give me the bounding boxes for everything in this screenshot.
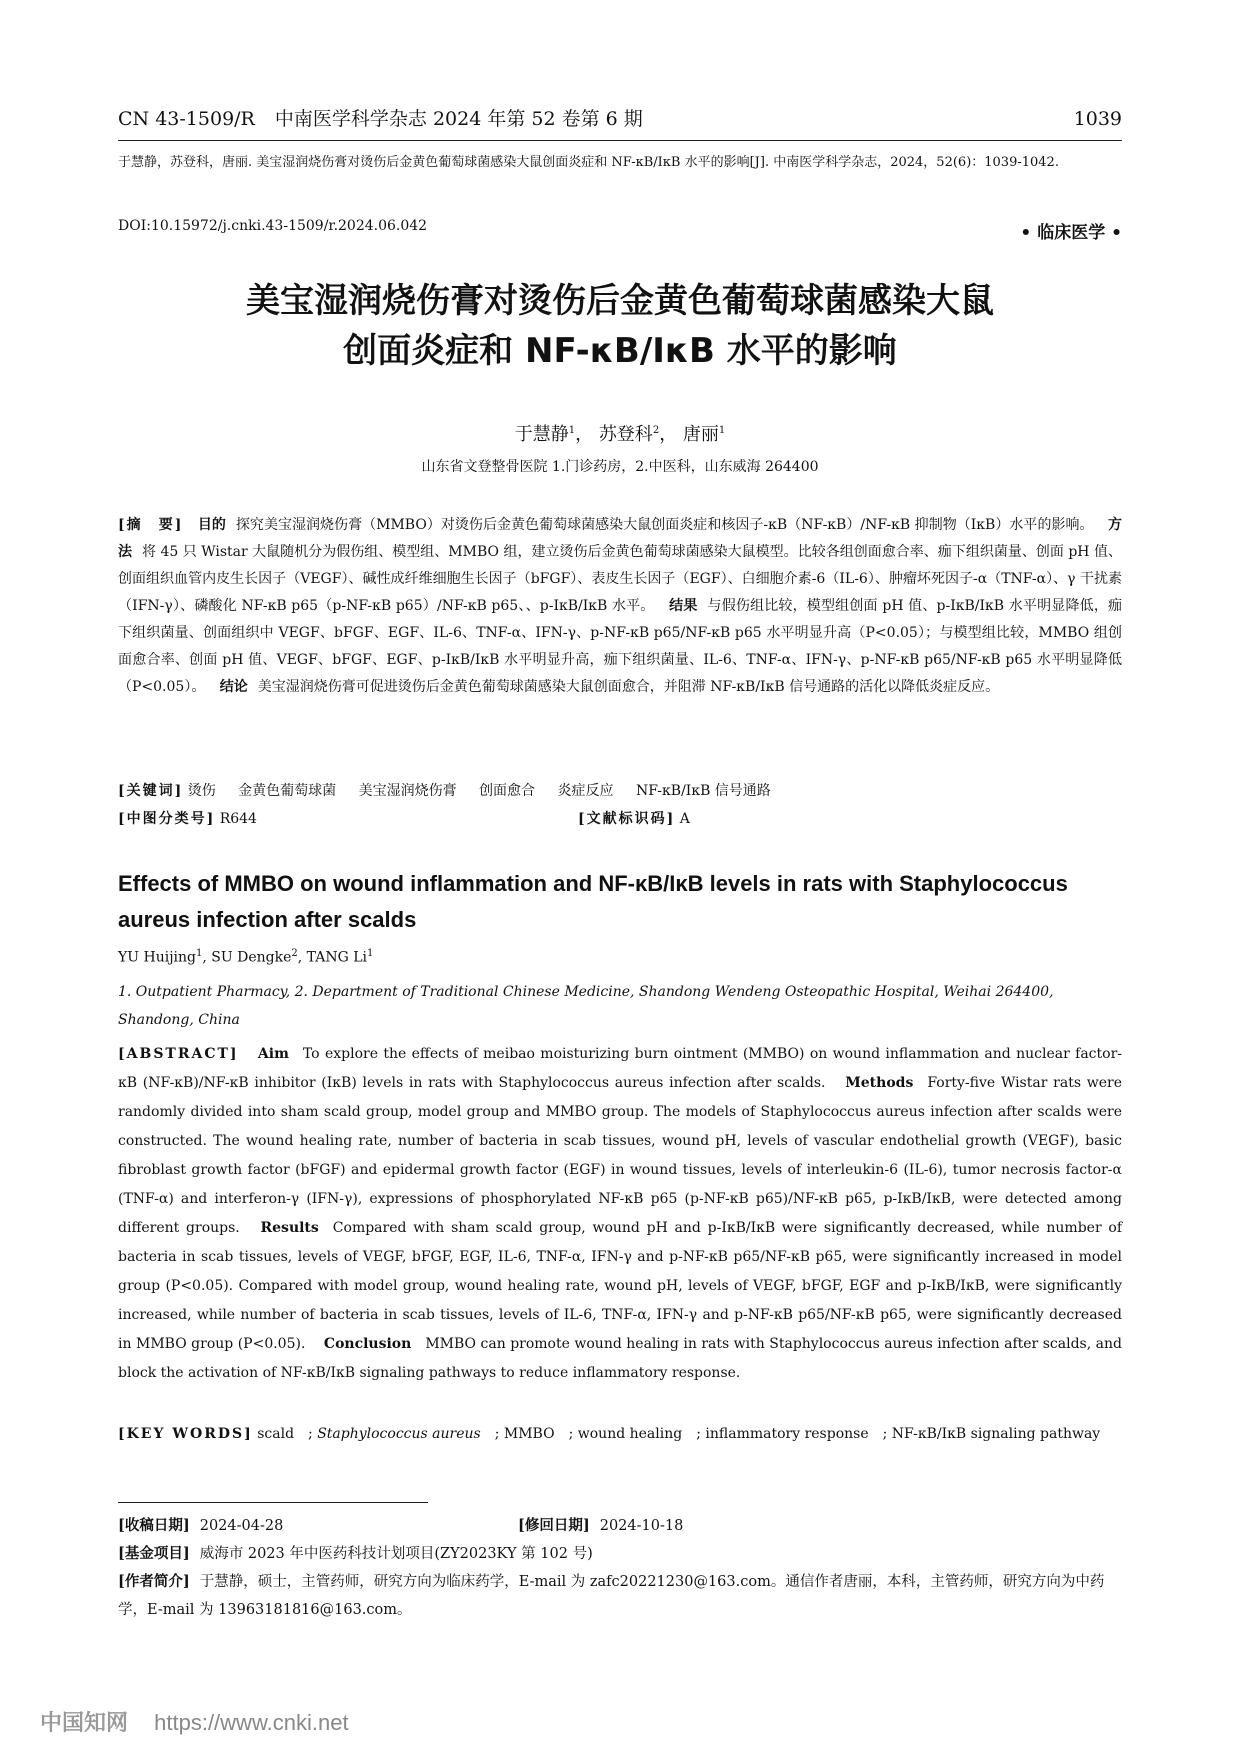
author-name: SU Dengke	[211, 949, 292, 966]
results-text: Compared with sham scald group, wound pH and p-IκB/IκB were significantly decreased, while number of bacteria in scab tissues, levels of VEGF, bFGF, EGF, IL-6, TNF-α, IFN-γ and p-NF-κB p65/NF-κB p65, were significantly increased in model group (P<0.05). Compared with model group, wound healing rate, wound pH, levels of VEGF, bFGF, EGF and p-IκB/IκB, were significantly increased, while number of bacteria in scab tissues, levels of IL-6, TNF-α, IFN-γ and p-NF-κB p65/NF-κB p65, were significantly decreased in MMBO group (P<0.05).	[118, 1220, 1123, 1352]
authors-en: YU Huijing$^1$, SU Dengke$^2$, TANG Li$^1$	[118, 948, 374, 966]
results-label: Results	[260, 1220, 319, 1236]
author-sup: 1	[568, 425, 576, 436]
author-name: 苏登科	[598, 424, 653, 445]
conclusion-label: Conclusion	[323, 1336, 412, 1352]
watermark-brand: 中国知网	[40, 1710, 129, 1735]
keyword: 创面愈合	[479, 783, 536, 799]
author-name: TANG Li	[306, 949, 368, 966]
aim-label: Aim	[257, 1046, 289, 1062]
header-rule	[118, 140, 1122, 141]
doi[interactable]: DOI:10.15972/j.cnki.43-1509/r.2024.06.042	[118, 218, 428, 234]
keyword: MMBO	[503, 1426, 555, 1442]
author-bio-text: 于慧静，硕士，主管药师，研究方向为临床药学，E-mail 为 zafc20221230@163.com。通信作者唐丽，本科，主管药师，研究方向为中药学，E-mail 为 13963181816@163.com。	[118, 1574, 1105, 1618]
running-header	[118, 104, 1122, 131]
keywords-cn	[118, 778, 1122, 805]
abstract-en-label: [ABSTRACT]	[118, 1046, 239, 1062]
author-sup: 1	[367, 948, 374, 959]
title-cn	[118, 276, 1122, 376]
classification-label: [中图分类号]	[118, 811, 216, 827]
issn: CN 43-1509/R	[118, 108, 255, 130]
methods-label: 方法	[118, 517, 1123, 560]
aim-text: To explore the effects of meibao moisturizing burn ointment (MMBO) on wound inflammation and nuclear factor-κB (NF-κB)/NF-κB inhibitor (IκB) levels in rats with Staphylococcus aureus infection after scalds.	[118, 1046, 1122, 1091]
author-sup: 1	[196, 948, 203, 959]
keyword: 烫伤	[187, 783, 216, 799]
methods-text: 将 45 只 Wistar 大鼠随机分为假伤组、模型组、MMBO 组，建立烫伤后金黄色葡萄球菌感染大鼠模型。比较各组创面愈合率、痂下组织菌量、创面 pH 值、创面组织血管内皮生长因子（VEGF）、碱性成纤维细胞生长因子（bFGF）、表皮生长因子（EGF）、白细胞介素-6（IL-6）、肿瘤坏死因子-α（TNF-α）、γ 干扰素（IFN-γ）、磷酸化 NF-κB p65（p-NF-κB p65）/NF-κB p65、、p-IκB/IκB 水平。	[118, 544, 1122, 614]
conclusion-label: 结论	[219, 679, 248, 695]
abstract-cn	[118, 512, 1122, 701]
author-sup: 2	[652, 425, 660, 436]
keyword: Staphylococcus aureus	[317, 1426, 481, 1442]
doc-id-label: [文献标识码]	[578, 811, 676, 827]
title-en: Effects of MMBO on wound inflammation and NF-κB/IκB levels in rats with Staphylococcus aureus infection after scalds	[118, 871, 1068, 932]
keywords-en: [KEY WORDS] scald ; Staphylococcus aureus ; MMBO ; wound healing ; inflammatory response ; NF-κB/IκB signaling pathway	[118, 1426, 1101, 1442]
keyword: wound healing	[577, 1426, 683, 1442]
keyword: 美宝湿润烧伤膏	[358, 783, 457, 799]
classification-value: R644	[219, 811, 257, 827]
results-label: 结果	[669, 598, 698, 614]
doi-line	[118, 218, 1122, 243]
title-cn-line-2: 创面炎症和 NF-κB/IκB 水平的影响	[343, 331, 897, 371]
footnote-author	[118, 1568, 1122, 1624]
abstract-en	[118, 1040, 1122, 1388]
footnotes	[118, 1512, 1122, 1624]
affiliation-en: 1. Outpatient Pharmacy, 2. Department of Traditional Chinese Medicine, Shandong Wendeng Osteopathic Hospital, Weihai 264400, Shandong, China	[118, 984, 1054, 1028]
conclusion-text: MMBO can promote wound healing in rats with Staphylococcus aureus infection after scalds, and block the activation of NF-κB/IκB signaling pathways to reduce inflammatory response.	[118, 1336, 1122, 1381]
author-sup: 1	[718, 425, 726, 436]
keyword: NF-κB/IκB signaling pathway	[891, 1426, 1101, 1442]
methods-text: Forty-five Wistar rats were randomly divided into sham scald group, model group and MMBO group. The models of Staphylococcus aureus infection after scalds were constructed. The wound healing rate, number of bacteria in scab tissues, wound pH, levels of vascular endothelial growth (VEGF), basic fibroblast growth factor (bFGF) and epidermal growth factor (EGF) in wound tissues, levels of interleukin-6 (IL-6), tumor necrosis factor-α (TNF-α) and interferon-γ (IFN-γ), expressions of phosphorylated NF-κB p65 (p-NF-κB p65)/NF-κB p65, p-IκB/IκB, were detected among different groups.	[118, 1075, 1122, 1236]
received-label: [收稿日期]	[118, 1517, 190, 1534]
footnote-dates	[118, 1512, 1122, 1540]
author-sup: 2	[291, 948, 298, 959]
authors-cn: 于慧静$^1$， 苏登科$^2$， 唐丽$^1$	[514, 424, 726, 445]
keyword: NF-κB/IκB 信号通路	[635, 783, 771, 799]
revised-date: 2024-10-18	[599, 1518, 684, 1534]
received-date: 2024-04-28	[199, 1518, 284, 1534]
footnote-fund	[118, 1540, 1122, 1568]
citation: 于慧静，苏登科，唐丽. 美宝湿润烧伤膏对烫伤后金黄色葡萄球菌感染大鼠创面炎症和 NF-κB/IκB 水平的影响[J]. 中南医学科学杂志，2024，52(6)：1039-1042.	[118, 155, 1059, 170]
author-bio-label: [作者简介]	[118, 1573, 190, 1590]
cnki-watermark	[40, 1706, 349, 1737]
author-name: 唐丽	[682, 424, 719, 445]
keyword: 炎症反应	[557, 783, 614, 799]
aim-text: 探究美宝湿润烧伤膏（MMBO）对烫伤后金黄色葡萄球菌感染大鼠创面炎症和核因子-κB（NF-κB）/NF-κB 抑制物（IκB）水平的影响。	[235, 517, 1094, 533]
author-name: 于慧静	[514, 424, 569, 445]
affiliation-cn: 山东省文登整骨医院 1.门诊药房，2.中医科，山东威海 264400	[421, 459, 819, 475]
aim-label: 目的	[197, 517, 226, 533]
keyword: scald	[257, 1426, 295, 1442]
journal-issue: 中南医学科学杂志 2024 年第 52 卷第 6 期	[274, 108, 643, 130]
classification-line	[118, 806, 1122, 833]
methods-label: Methods	[845, 1075, 914, 1091]
keywords-cn-label: [关键词]	[118, 783, 184, 799]
fund-text: 威海市 2023 年中医药科技计划项目(ZY2023KY 第 102 号)	[199, 1546, 593, 1562]
author-name: YU Huijing	[118, 949, 196, 966]
revised-label: [修回日期]	[518, 1517, 590, 1534]
watermark-url[interactable]: https://www.cnki.net	[154, 1710, 349, 1735]
fund-label: [基金项目]	[118, 1545, 190, 1562]
results-text: 与假伤组比较，模型组创面 pH 值、p-IκB/IκB 水平明显降低，痂下组织菌量、创面组织中 VEGF、bFGF、EGF、IL-6、TNF-α、IFN-γ、p-NF-κB p65/NF-κB p65 水平明显升高（P<0.05）；与模型组比较，MMBO 组创面愈合率、创面 pH 值、VEGF、bFGF、EGF、p-IκB/IκB 水平明显升高，痂下组织菌量、IL-6、TNF-α、IFN-γ、p-NF-κB p65/NF-κB p65 水平明显降低（P<0.05）。	[118, 598, 1123, 695]
doc-id-value: A	[679, 811, 690, 827]
page-number: 1039	[1073, 108, 1122, 130]
conclusion-text: 美宝湿润烧伤膏可促进烫伤后金黄色葡萄球菌感染大鼠创面愈合，并阻滞 NF-κB/IκB 信号通路的活化以降低炎症反应。	[257, 679, 1000, 695]
section-label: • 临床医学 •	[1020, 223, 1122, 243]
abstract-cn-label: [摘 要]	[118, 517, 184, 533]
keyword: inflammatory response	[705, 1426, 869, 1442]
keyword: 金黄色葡萄球菌	[238, 783, 337, 799]
keywords-en-label: [KEY WORDS]	[118, 1426, 253, 1442]
footnote-rule	[118, 1502, 428, 1503]
title-cn-line-1: 美宝湿润烧伤膏对烫伤后金黄色葡萄球菌感染大鼠	[246, 281, 994, 321]
